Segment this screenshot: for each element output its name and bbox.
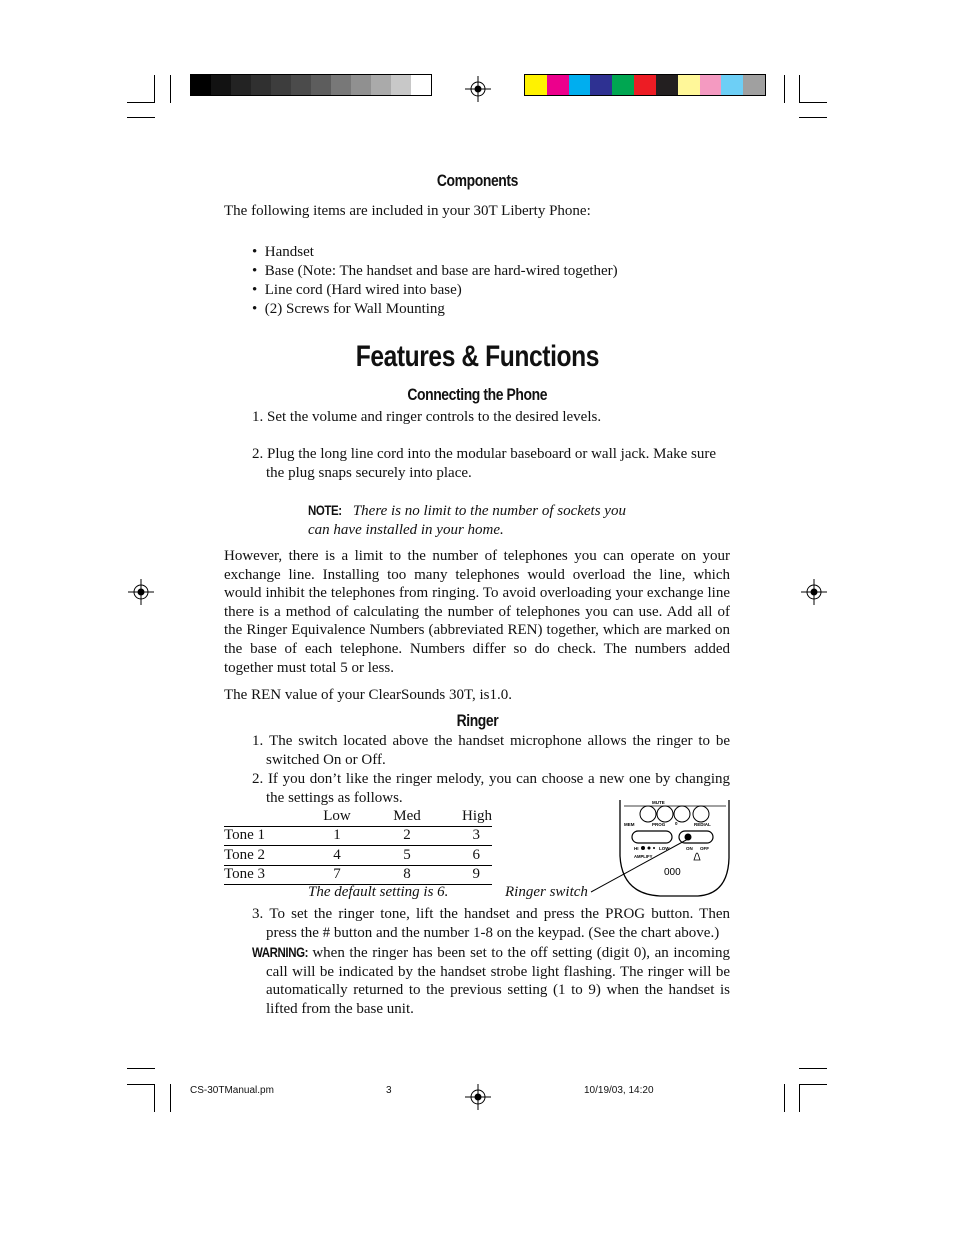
- svg-text:HI: HI: [634, 846, 639, 851]
- svg-text:OFF: OFF: [700, 846, 709, 851]
- components-heading: Components: [436, 171, 518, 190]
- ringer-step-2: 2. If you don’t like the ringer melody, you can choose a new one by changing the settings as follows.: [252, 771, 731, 806]
- list-item: • Handset: [252, 244, 314, 260]
- color-swatch: [547, 75, 569, 95]
- list-item: • (2) Screws for Wall Mounting: [252, 301, 445, 317]
- color-swatch: [331, 75, 351, 95]
- svg-text:PROG: PROG: [652, 822, 666, 827]
- components-intro: The following items are included in your 30T Liberty Phone:: [224, 203, 591, 219]
- color-swatch: [191, 75, 211, 95]
- warning-label: WARNING:: [252, 944, 309, 960]
- default-setting-caption: The default setting is 6.: [308, 884, 449, 900]
- svg-text:MEM: MEM: [624, 822, 635, 827]
- color-swatch: [678, 75, 700, 95]
- color-swatch: [590, 75, 612, 95]
- connecting-heading: Connecting the Phone: [407, 385, 547, 404]
- note-block: NOTE: There is no limit to the number of sockets you can have installed in your home.: [308, 502, 626, 538]
- color-swatch: [291, 75, 311, 95]
- ringer-step-3: 3. To set the ringer tone, lift the handset and press the PROG button. Then press the # button and the number 1-8 on the keypad. (See the chart above.): [252, 906, 731, 941]
- color-calibration-bar: [524, 74, 766, 96]
- table-header-row: [224, 807, 492, 826]
- registration-mark-bottom: [465, 1084, 491, 1110]
- svg-text:000: 000: [664, 867, 681, 878]
- footer-filename: CS-30TManual.pm: [190, 1085, 274, 1096]
- color-swatch: [311, 75, 331, 95]
- registration-mark-right: [801, 579, 827, 605]
- color-swatch: [411, 75, 431, 95]
- column-header: Med: [393, 807, 421, 824]
- svg-text:AMPLIFY: AMPLIFY: [634, 854, 653, 859]
- color-swatch: [211, 75, 231, 95]
- grayscale-calibration-bar: [190, 74, 432, 96]
- svg-text:REDIAL: REDIAL: [694, 822, 711, 827]
- column-header: Low: [323, 807, 351, 824]
- color-swatch: [634, 75, 656, 95]
- footer-page-number: 3: [386, 1085, 392, 1096]
- color-swatch: [721, 75, 743, 95]
- registration-mark-top: [465, 76, 491, 102]
- ren-explanation: However, there is a limit to the number of telephones you can operate on your exchange line. Installing too many telephones would overload the line, which would inhibit the telephones from ringing. To avoid overloading your exchange line there is a method of calculating the number of telephones you can use. Add all of the Ringer Equivalence Numbers (abbreviated REN) together, which are marked on the base of each telephone. Numbers differ so do check. The numbers added together must total 5 or less.: [224, 548, 730, 676]
- components-list: [252, 243, 618, 319]
- color-swatch: [351, 75, 371, 95]
- ringer-switch-caption: Ringer switch: [505, 884, 588, 900]
- list-item: • Line cord (Hard wired into base): [252, 282, 462, 298]
- ren-value: The REN value of your ClearSounds 30T, is1.0.: [224, 687, 513, 703]
- warning-block: WARNING: when the ringer has been set to the off setting (digit 0), an incoming call will be indicated by the handset strobe light flashing. The ringer will be automatically returned to the previous setting (1 to 9) when the handset is lifted from the base unit.: [252, 944, 730, 1017]
- color-swatch: [271, 75, 291, 95]
- color-swatch: [569, 75, 591, 95]
- connecting-step-2: 2. Plug the long line cord into the modular baseboard or wall jack. Make sure the plug snaps securely into place.: [252, 446, 717, 481]
- page-title: Features & Functions: [355, 340, 599, 373]
- color-swatch: [371, 75, 391, 95]
- table-row: Tone 1 1 2 3: [224, 826, 492, 846]
- ringer-heading: Ringer: [456, 711, 498, 730]
- color-swatch: [656, 75, 678, 95]
- list-item: • Base (Note: The handset and base are hard-wired together): [252, 263, 618, 279]
- color-swatch: [700, 75, 722, 95]
- column-header: High: [462, 807, 492, 824]
- ringer-tone-table: [224, 807, 492, 885]
- svg-text:MUTE: MUTE: [652, 800, 665, 805]
- svg-text:LOW: LOW: [659, 846, 670, 851]
- svg-text:0: 0: [675, 821, 678, 826]
- svg-text:ON: ON: [686, 846, 693, 851]
- handset-ringer-switch-diagram: [588, 796, 733, 900]
- connecting-step-1: 1. Set the volume and ringer controls to the desired levels.: [252, 409, 602, 425]
- color-swatch: [231, 75, 251, 95]
- color-swatch: [251, 75, 271, 95]
- note-label: NOTE:: [308, 502, 342, 518]
- color-swatch: [391, 75, 411, 95]
- registration-mark-left: [128, 579, 154, 605]
- color-swatch: [743, 75, 765, 95]
- ringer-step-1: 1. The switch located above the handset microphone allows the ringer to be switched On or Off.: [252, 733, 731, 768]
- table-row: Tone 2 4 5 6: [224, 846, 492, 866]
- color-swatch: [612, 75, 634, 95]
- color-swatch: [525, 75, 547, 95]
- table-row: Tone 3 7 8 9: [224, 865, 492, 885]
- footer-timestamp: 10/19/03, 14:20: [584, 1085, 654, 1096]
